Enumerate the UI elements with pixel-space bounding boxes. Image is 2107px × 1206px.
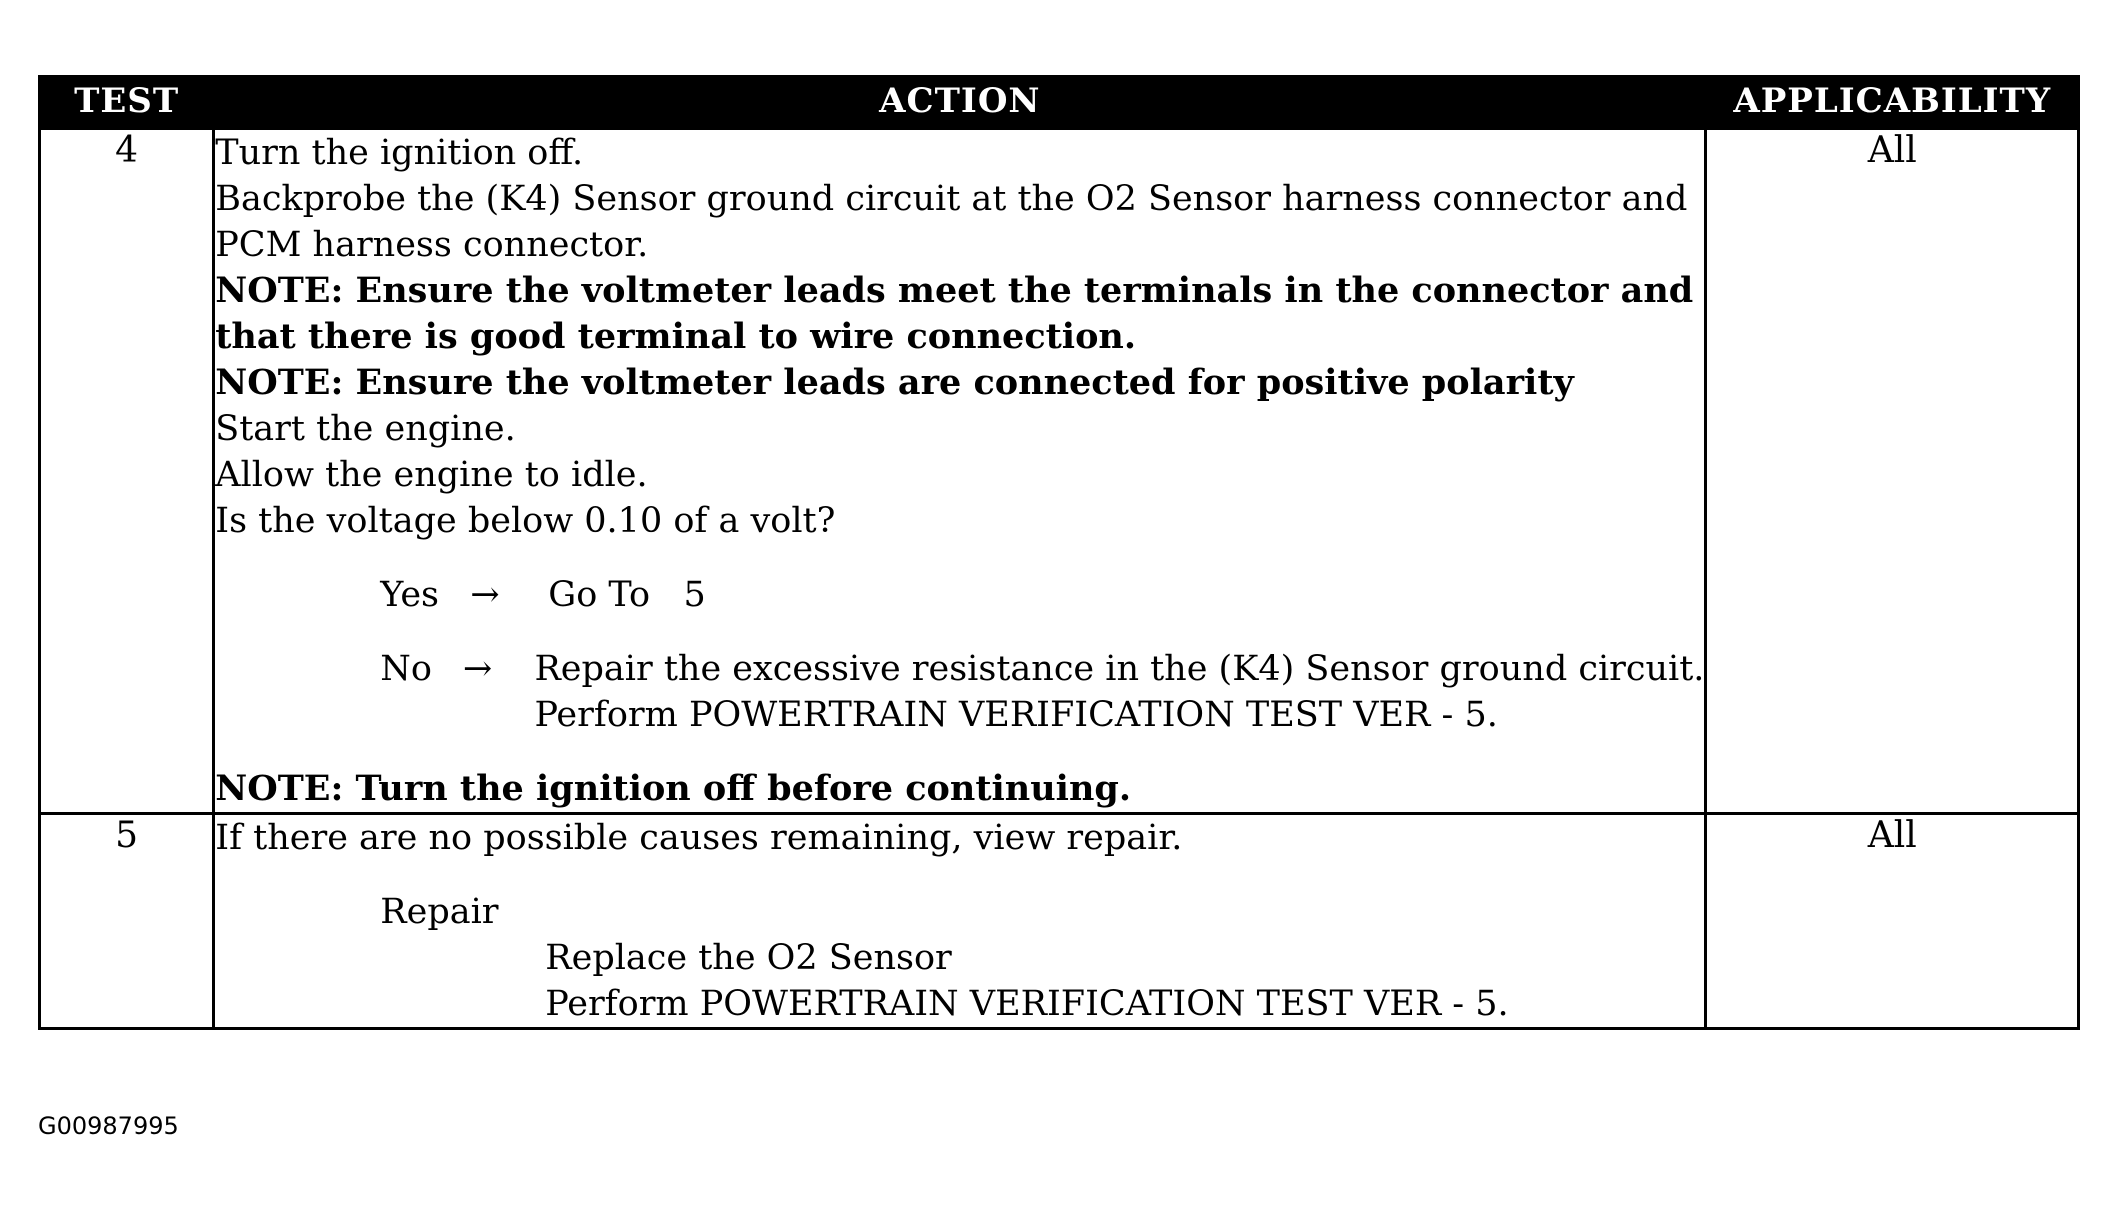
no-answer: No (380, 649, 432, 689)
action-line: Allow the engine to idle. (215, 455, 648, 495)
no-result-line: Repair the excessive resistance in the (K4) Sensor ground circuit. (534, 649, 1705, 689)
yes-branch (380, 572, 1704, 618)
no-result (534, 646, 1704, 738)
no-branch (380, 646, 1704, 738)
applicability-value: All (1706, 129, 2079, 814)
arrow-icon: → (462, 649, 493, 689)
action-line: PCM harness connector. (215, 225, 649, 265)
table-header-row (40, 75, 2079, 129)
go-to-link[interactable]: Go To 5 (548, 575, 706, 615)
header-test: TEST (40, 75, 214, 129)
yes-answer: Yes (380, 575, 439, 615)
arrow-icon: → (470, 575, 500, 615)
table-row (40, 129, 2079, 814)
yes-result (548, 572, 706, 618)
note-line: NOTE: Ensure the voltmeter leads meet the terminals in the connector and (215, 270, 1694, 311)
action-cell (214, 814, 1706, 1029)
diagnostic-test-table (38, 75, 2080, 1030)
repair-label: Repair (380, 892, 499, 932)
no-result-line: Perform POWERTRAIN VERIFICATION TEST VER - 5. (534, 695, 1498, 735)
action-line: If there are no possible causes remaining, view repair. (215, 818, 1183, 858)
repair-line: Perform POWERTRAIN VERIFICATION TEST VER - 5. (545, 984, 1509, 1024)
action-line: Backprobe the (K4) Sensor ground circuit at the O2 Sensor harness connector and (215, 179, 1688, 219)
note-line: that there is good terminal to wire connection. (215, 316, 1137, 357)
header-applicability: APPLICABILITY (1706, 75, 2079, 129)
repair-items (545, 935, 1704, 1027)
note-line: NOTE: Ensure the voltmeter leads are connected for positive polarity (215, 362, 1574, 403)
repair-line: Replace the O2 Sensor (545, 938, 952, 978)
header-action: ACTION (214, 75, 1706, 129)
action-line: Turn the ignition off. (215, 133, 584, 173)
test-number: 5 (40, 814, 214, 1029)
action-cell (214, 129, 1706, 814)
final-note: NOTE: Turn the ignition off before continuing. (215, 768, 1132, 809)
table-row (40, 814, 2079, 1029)
figure-code: G00987995 (38, 1112, 179, 1140)
action-line: Start the engine. (215, 409, 516, 449)
applicability-value: All (1706, 814, 2079, 1029)
question-line: Is the voltage below 0.10 of a volt? (215, 501, 836, 541)
test-number: 4 (40, 129, 214, 814)
